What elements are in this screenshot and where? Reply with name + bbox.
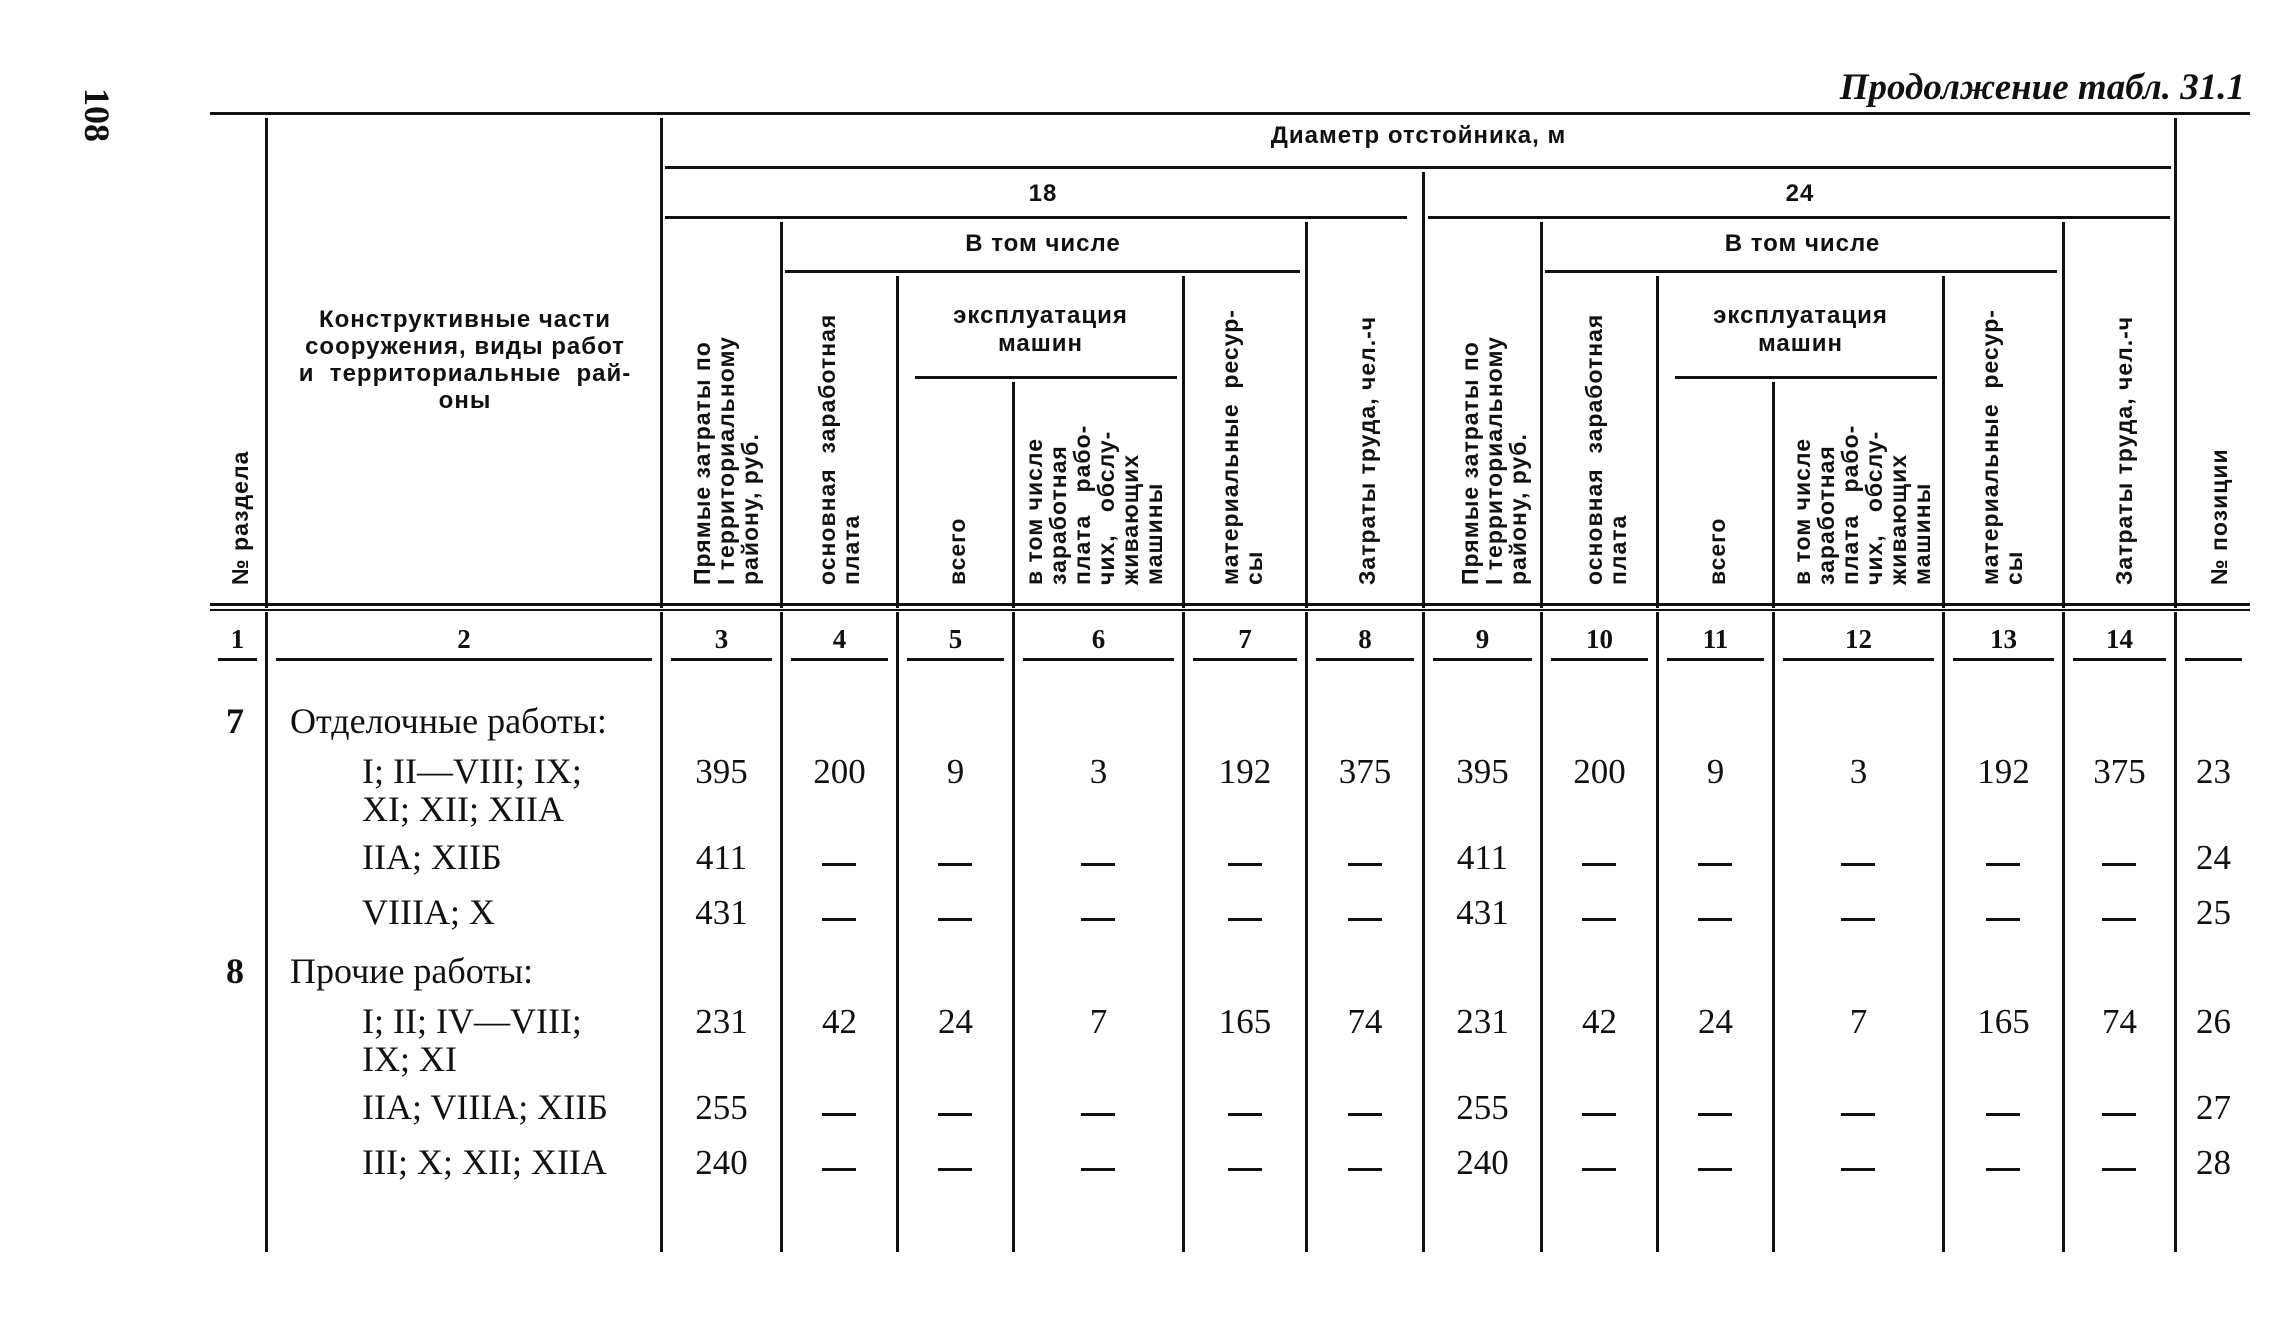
column-number: 4 (832, 624, 847, 654)
table-cell: 9 (946, 752, 965, 791)
dash-mark (1582, 863, 1616, 866)
group-heading: Отделочные работы: (290, 701, 607, 741)
table-cell: 411 (695, 838, 748, 877)
dash-text (1875, 1178, 1876, 1179)
table-cell (1543, 842, 1656, 882)
dash-text (1382, 873, 1383, 874)
dash-mark (1698, 1168, 1732, 1171)
table-cell: 395 (695, 752, 748, 791)
diameter-header: Диаметр отстойника, м (1270, 122, 1567, 149)
table-cell: 200 (813, 752, 866, 791)
dash-text (1875, 1123, 1876, 1124)
table-cell (2065, 1092, 2174, 1132)
divider (1182, 276, 1185, 608)
dash-mark (822, 1168, 856, 1171)
diameter-18: 18 (1028, 180, 1058, 207)
table-cell (1543, 1147, 1656, 1187)
table-cell (783, 1092, 896, 1132)
dash-text (972, 1123, 973, 1124)
dash-mark (1582, 1168, 1616, 1171)
dash-mark (1081, 1113, 1115, 1116)
dash-text (972, 928, 973, 929)
dash-text (1616, 1123, 1617, 1124)
dash-text (2020, 1123, 2021, 1124)
table-cell: 255 (1456, 1088, 1509, 1127)
table-cell (1543, 897, 1656, 937)
dash-text (856, 928, 857, 929)
table-cell: 24 (1698, 1002, 1733, 1041)
total-header: всего (944, 517, 970, 585)
table-cell: 240 (695, 1143, 748, 1182)
dash-text (1732, 1178, 1733, 1179)
dash-text (2136, 1178, 2137, 1179)
divider (1540, 222, 1543, 608)
diameter-24: 24 (1785, 180, 1815, 207)
incl-wage-header: в том числе заработная плата рабо- чих, обслу- живающих машины (1021, 424, 1167, 585)
column-number-rule (276, 658, 652, 661)
row-label: IIA; XIIБ (362, 837, 502, 877)
dash-mark (1582, 1113, 1616, 1116)
table-cell (1775, 897, 1942, 937)
row-label: IIA; VIIIA; XIIБ (362, 1087, 608, 1127)
table-cell: 231 (695, 1002, 748, 1041)
column-number: 8 (1358, 624, 1372, 654)
dash-mark (1986, 1168, 2020, 1171)
table-cell (1015, 1092, 1182, 1132)
column-number-rule (791, 658, 888, 661)
table-cell (1945, 1147, 2062, 1187)
machines-label: эксплуатация машин (1713, 302, 1888, 357)
dash-mark (938, 918, 972, 921)
dash-mark (1986, 863, 2020, 866)
base-wage-header: основная заработная плата (1581, 313, 1631, 585)
divider (1942, 276, 1945, 608)
dash-mark (1228, 863, 1262, 866)
base-wage-header: основная заработная плата (814, 313, 864, 585)
divider (2062, 222, 2065, 608)
direct-costs-header: Прямые затраты по I территориальному району, руб. (1457, 336, 1531, 585)
table-cell (1659, 1147, 1772, 1187)
dash-text (856, 1123, 857, 1124)
dash-text (1875, 928, 1876, 929)
dash-text (2136, 928, 2137, 929)
column-divider (265, 612, 268, 1252)
position-number: 23 (2196, 752, 2231, 791)
divider (265, 118, 268, 608)
dash-text (1382, 928, 1383, 929)
rule (665, 166, 2171, 169)
table-cell: 431 (695, 893, 748, 932)
column-number-rule (218, 658, 257, 661)
dash-mark (1698, 918, 1732, 921)
dash-mark (1698, 1113, 1732, 1116)
table-cell (2065, 1147, 2174, 1187)
dash-text (1875, 873, 1876, 874)
direct-costs-header: Прямые затраты по I территориальному району, руб. (689, 336, 763, 585)
dash-mark (1228, 918, 1262, 921)
column-number: 14 (2106, 624, 2133, 654)
column-number-rule (671, 658, 772, 661)
dash-text (1616, 928, 1617, 929)
table-cell (2065, 842, 2174, 882)
row-label: I; II—VIII; IX; XI; XII; XIIA (362, 751, 582, 829)
dash-text (1115, 1178, 1116, 1179)
column-number-rule (1551, 658, 1648, 661)
column-number-rule (1667, 658, 1764, 661)
table-cell: 165 (1977, 1002, 2030, 1041)
column-number-rule (1023, 658, 1174, 661)
table-cell: 255 (695, 1088, 748, 1127)
rule (785, 270, 1300, 273)
dash-text (1616, 873, 1617, 874)
rule (1675, 376, 1937, 379)
table-cell: 74 (1347, 1002, 1383, 1041)
table-cell: 375 (2093, 752, 2146, 791)
table-cell (1308, 897, 1422, 937)
position-no-header: № позиции (2206, 448, 2232, 585)
table-cell: 42 (822, 1002, 857, 1041)
column-number: 7 (1238, 624, 1252, 654)
table-cell: 9 (1706, 752, 1725, 791)
dash-text (1732, 1123, 1733, 1124)
dash-mark (822, 918, 856, 921)
table-cell: 7 (1849, 1002, 1868, 1041)
table-cell: 192 (1977, 752, 2030, 791)
table-cell (1775, 1147, 1942, 1187)
table-cell (1185, 842, 1305, 882)
table-cell: 7 (1089, 1002, 1108, 1041)
group-heading: Прочие работы: (290, 951, 534, 991)
section-no-header: № раздела (227, 450, 253, 585)
table-cell (1308, 1092, 1422, 1132)
table-cell (1015, 1147, 1182, 1187)
table-cell: 231 (1456, 1002, 1509, 1041)
dash-text (1382, 1178, 1383, 1179)
dash-text (856, 873, 857, 874)
dash-mark (1841, 918, 1875, 921)
dash-text (2136, 873, 2137, 874)
table-caption: Продолжение табл. 31.1 (1839, 67, 2245, 108)
table-cell (1775, 1092, 1942, 1132)
column-number-rule (1953, 658, 2054, 661)
table-cell: 431 (1456, 893, 1509, 932)
table-cell: 165 (1218, 1002, 1272, 1041)
dash-mark (1081, 918, 1115, 921)
dash-mark (2102, 863, 2136, 866)
table-cell (1185, 1092, 1305, 1132)
table-cell: 42 (1582, 1002, 1617, 1041)
dash-mark (1348, 1113, 1382, 1116)
column-number: 11 (1702, 624, 1729, 654)
dash-mark (938, 1113, 972, 1116)
dash-mark (2102, 1113, 2136, 1116)
row-label: III; X; XII; XIIA (362, 1142, 607, 1182)
column-number: 1 (230, 624, 245, 654)
column-number: 12 (1845, 624, 1872, 654)
dash-mark (1348, 918, 1382, 921)
dash-mark (1986, 918, 2020, 921)
table-cell (1015, 897, 1182, 937)
dash-text (2020, 1178, 2021, 1179)
table-cell (899, 897, 1012, 937)
dash-text (1115, 928, 1116, 929)
table-cell: 240 (1456, 1143, 1509, 1182)
dash-mark (822, 863, 856, 866)
column-number: 13 (1990, 624, 2017, 654)
table-cell (1945, 842, 2062, 882)
dash-text (1262, 928, 1263, 929)
table-cell (1015, 842, 1182, 882)
table-cell (783, 897, 896, 937)
header-bottom-rule (210, 603, 2250, 606)
table-cell (1775, 842, 1942, 882)
table-cell (1659, 897, 1772, 937)
row-label: I; II; IV—VIII; IX; XI (362, 1001, 582, 1079)
rule (665, 216, 1407, 219)
column-number: 10 (1586, 624, 1613, 654)
table-cell (783, 842, 896, 882)
section-number: 7 (226, 701, 244, 741)
column-number: 5 (948, 624, 963, 654)
table-cell: 395 (1456, 752, 1509, 791)
table-cell: 74 (2102, 1002, 2137, 1041)
dash-text (1732, 928, 1733, 929)
dash-mark (1228, 1168, 1262, 1171)
dash-text (2020, 873, 2021, 874)
position-number: 28 (2196, 1143, 2231, 1182)
column-number-rule (2073, 658, 2166, 661)
position-number: 24 (2196, 838, 2231, 877)
dash-mark (1986, 1113, 2020, 1116)
materials-header: материальные ресур- сы (1977, 309, 2027, 585)
dash-mark (1841, 863, 1875, 866)
incl-wage-header: в том числе заработная плата рабо- чих, обслу- живающих машины (1789, 424, 1935, 585)
dash-mark (1081, 863, 1115, 866)
table-cell (1185, 1147, 1305, 1187)
dash-mark (1228, 1113, 1262, 1116)
dash-mark (822, 1113, 856, 1116)
table-cell: 375 (1338, 752, 1392, 791)
dash-mark (1841, 1168, 1875, 1171)
dash-text (1115, 873, 1116, 874)
dash-text (2020, 928, 2021, 929)
top-rule (210, 112, 2250, 115)
table-cell (2065, 897, 2174, 937)
dash-text (2136, 1123, 2137, 1124)
column-number: 9 (1475, 624, 1490, 654)
dash-mark (938, 1168, 972, 1171)
column-number: 6 (1091, 624, 1106, 654)
rule (1428, 216, 2170, 219)
dash-text (1616, 1178, 1617, 1179)
table-cell (1659, 842, 1772, 882)
divider (1772, 382, 1775, 608)
table-cell (1185, 897, 1305, 937)
table-cell: 3 (1849, 752, 1868, 791)
table-cell (1543, 1092, 1656, 1132)
table-cell (783, 1147, 896, 1187)
divider (1305, 222, 1308, 608)
column-number-rule (2185, 658, 2242, 661)
table-cell (1945, 897, 2062, 937)
description-header: Конструктивные части сооружения, виды работ и территориальные рай- оны (298, 306, 632, 414)
dash-text (1262, 1178, 1263, 1179)
column-number-rule (1433, 658, 1532, 661)
table-cell: 411 (1456, 838, 1509, 877)
table-cell: 192 (1218, 752, 1272, 791)
page-number: 108 (77, 88, 117, 142)
dash-mark (2102, 1168, 2136, 1171)
total-header: всего (1704, 517, 1730, 585)
table-cell: 3 (1089, 752, 1108, 791)
dash-mark (1698, 863, 1732, 866)
dash-mark (2102, 918, 2136, 921)
header-bottom-rule (210, 609, 2250, 611)
including-label: В том числе (1724, 230, 1881, 257)
column-number-rule (1193, 658, 1297, 661)
column-number: 2 (457, 624, 471, 654)
machines-label: эксплуатация машин (953, 302, 1128, 357)
table-cell (1945, 1092, 2062, 1132)
table-cell: 200 (1573, 752, 1626, 791)
labor-header: Затраты труда, чел.-ч (2111, 315, 2137, 585)
dash-text (1382, 1123, 1383, 1124)
divider (780, 222, 783, 608)
labor-header: Затраты труда, чел.-ч (1354, 315, 1380, 585)
dash-mark (938, 863, 972, 866)
dash-mark (1582, 918, 1616, 921)
dash-mark (1348, 863, 1382, 866)
row-label: VIIIA; X (362, 892, 495, 932)
dash-text (972, 1178, 973, 1179)
dash-text (856, 1178, 857, 1179)
table-cell (899, 842, 1012, 882)
dash-mark (1081, 1168, 1115, 1171)
dash-mark (1348, 1168, 1382, 1171)
table-cell (899, 1147, 1012, 1187)
divider (1422, 172, 1425, 608)
table-cell (899, 1092, 1012, 1132)
dash-text (1262, 873, 1263, 874)
table-cell (1659, 1092, 1772, 1132)
column-number-rule (1316, 658, 1414, 661)
divider (1012, 382, 1015, 608)
column-number-rule (907, 658, 1004, 661)
rule (915, 376, 1177, 379)
position-number: 25 (2196, 893, 2231, 932)
materials-header: материальные ресур- сы (1217, 309, 1267, 585)
table-cell (1308, 1147, 1422, 1187)
including-label: В том числе (965, 230, 1121, 257)
table-cell: 24 (938, 1002, 973, 1041)
section-number: 8 (226, 951, 244, 991)
dash-text (972, 873, 973, 874)
dash-text (1115, 1123, 1116, 1124)
rule (1545, 270, 2057, 273)
column-number: 3 (714, 624, 729, 654)
dash-text (1262, 1123, 1263, 1124)
dash-text (1732, 873, 1733, 874)
table-cell (1308, 842, 1422, 882)
dash-mark (1841, 1113, 1875, 1116)
position-number: 27 (2196, 1088, 2231, 1127)
position-number: 26 (2196, 1002, 2231, 1041)
column-number-rule (1783, 658, 1934, 661)
